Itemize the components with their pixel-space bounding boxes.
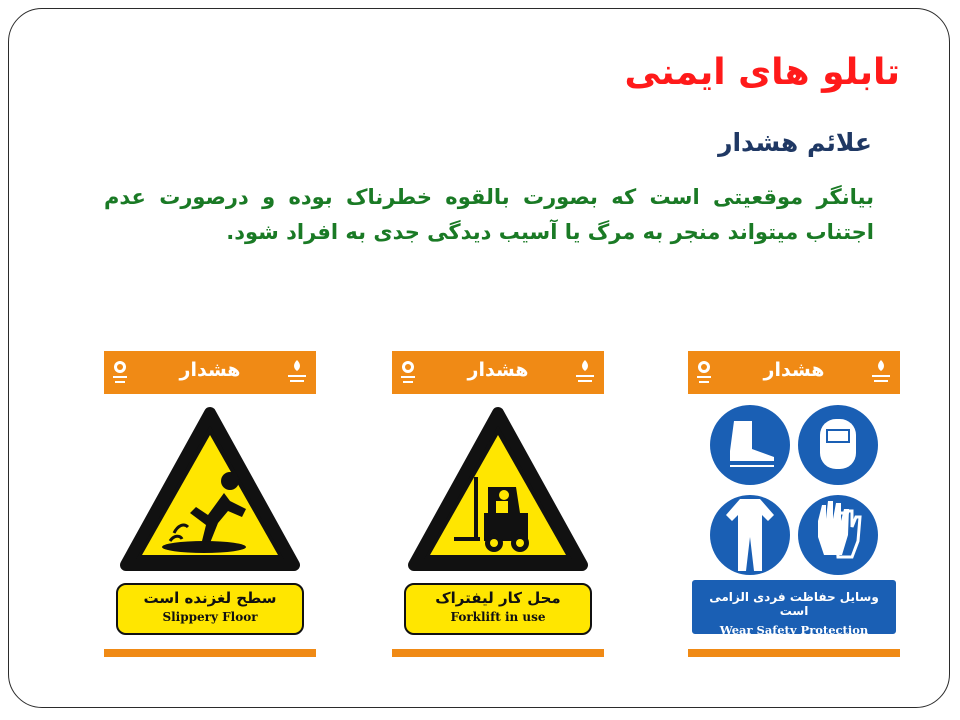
caption-english: Forklift in use	[450, 610, 546, 624]
sign-bottom-bar	[392, 649, 604, 657]
slide-title: تابلو های ایمنی	[624, 52, 900, 93]
forklift-icon	[392, 405, 604, 580]
sign-header-text: هشدار	[763, 359, 825, 381]
slide-description: بیانگر موقعیتی است که بصورت بالقوه خطرناک بوده و درصورت عدم اجتناب میتواند منجر به مرگ یا آسیب دیدگی جدی به افراد شود.	[104, 185, 874, 244]
sign-header-text: هشدار	[467, 359, 529, 381]
national-emblem-icon	[572, 357, 598, 387]
national-emblem-icon	[284, 357, 310, 387]
sign-header	[688, 351, 900, 394]
caption-english: Slippery Floor	[162, 610, 258, 624]
caption-english: Wear Safety Protection	[719, 623, 869, 637]
sign-caption	[692, 580, 896, 637]
caption-persian: محل کار لیفتراک	[435, 589, 561, 607]
caption-persian: وسایل حفاظت فردی الزامی است	[709, 590, 879, 618]
organization-emblem-icon	[694, 357, 714, 387]
sign-slippery-floor	[104, 351, 316, 657]
sign-forklift	[392, 351, 604, 657]
national-emblem-icon	[868, 357, 894, 387]
sign-header	[392, 351, 604, 394]
sign-bottom-bar	[104, 649, 316, 657]
sign-header-text: هشدار	[179, 359, 241, 381]
caption-persian: سطح لغزنده است	[143, 589, 277, 607]
sign-caption	[404, 583, 592, 635]
sign-bottom-bar	[688, 649, 900, 657]
organization-emblem-icon	[110, 357, 130, 387]
sign-caption	[116, 583, 304, 635]
sign-safety-protection	[688, 351, 900, 657]
slide-subtitle: علائم هشدار	[718, 128, 872, 157]
organization-emblem-icon	[398, 357, 418, 387]
ppe-icons	[688, 405, 900, 580]
slippery-floor-icon	[104, 405, 316, 580]
sign-header	[104, 351, 316, 394]
